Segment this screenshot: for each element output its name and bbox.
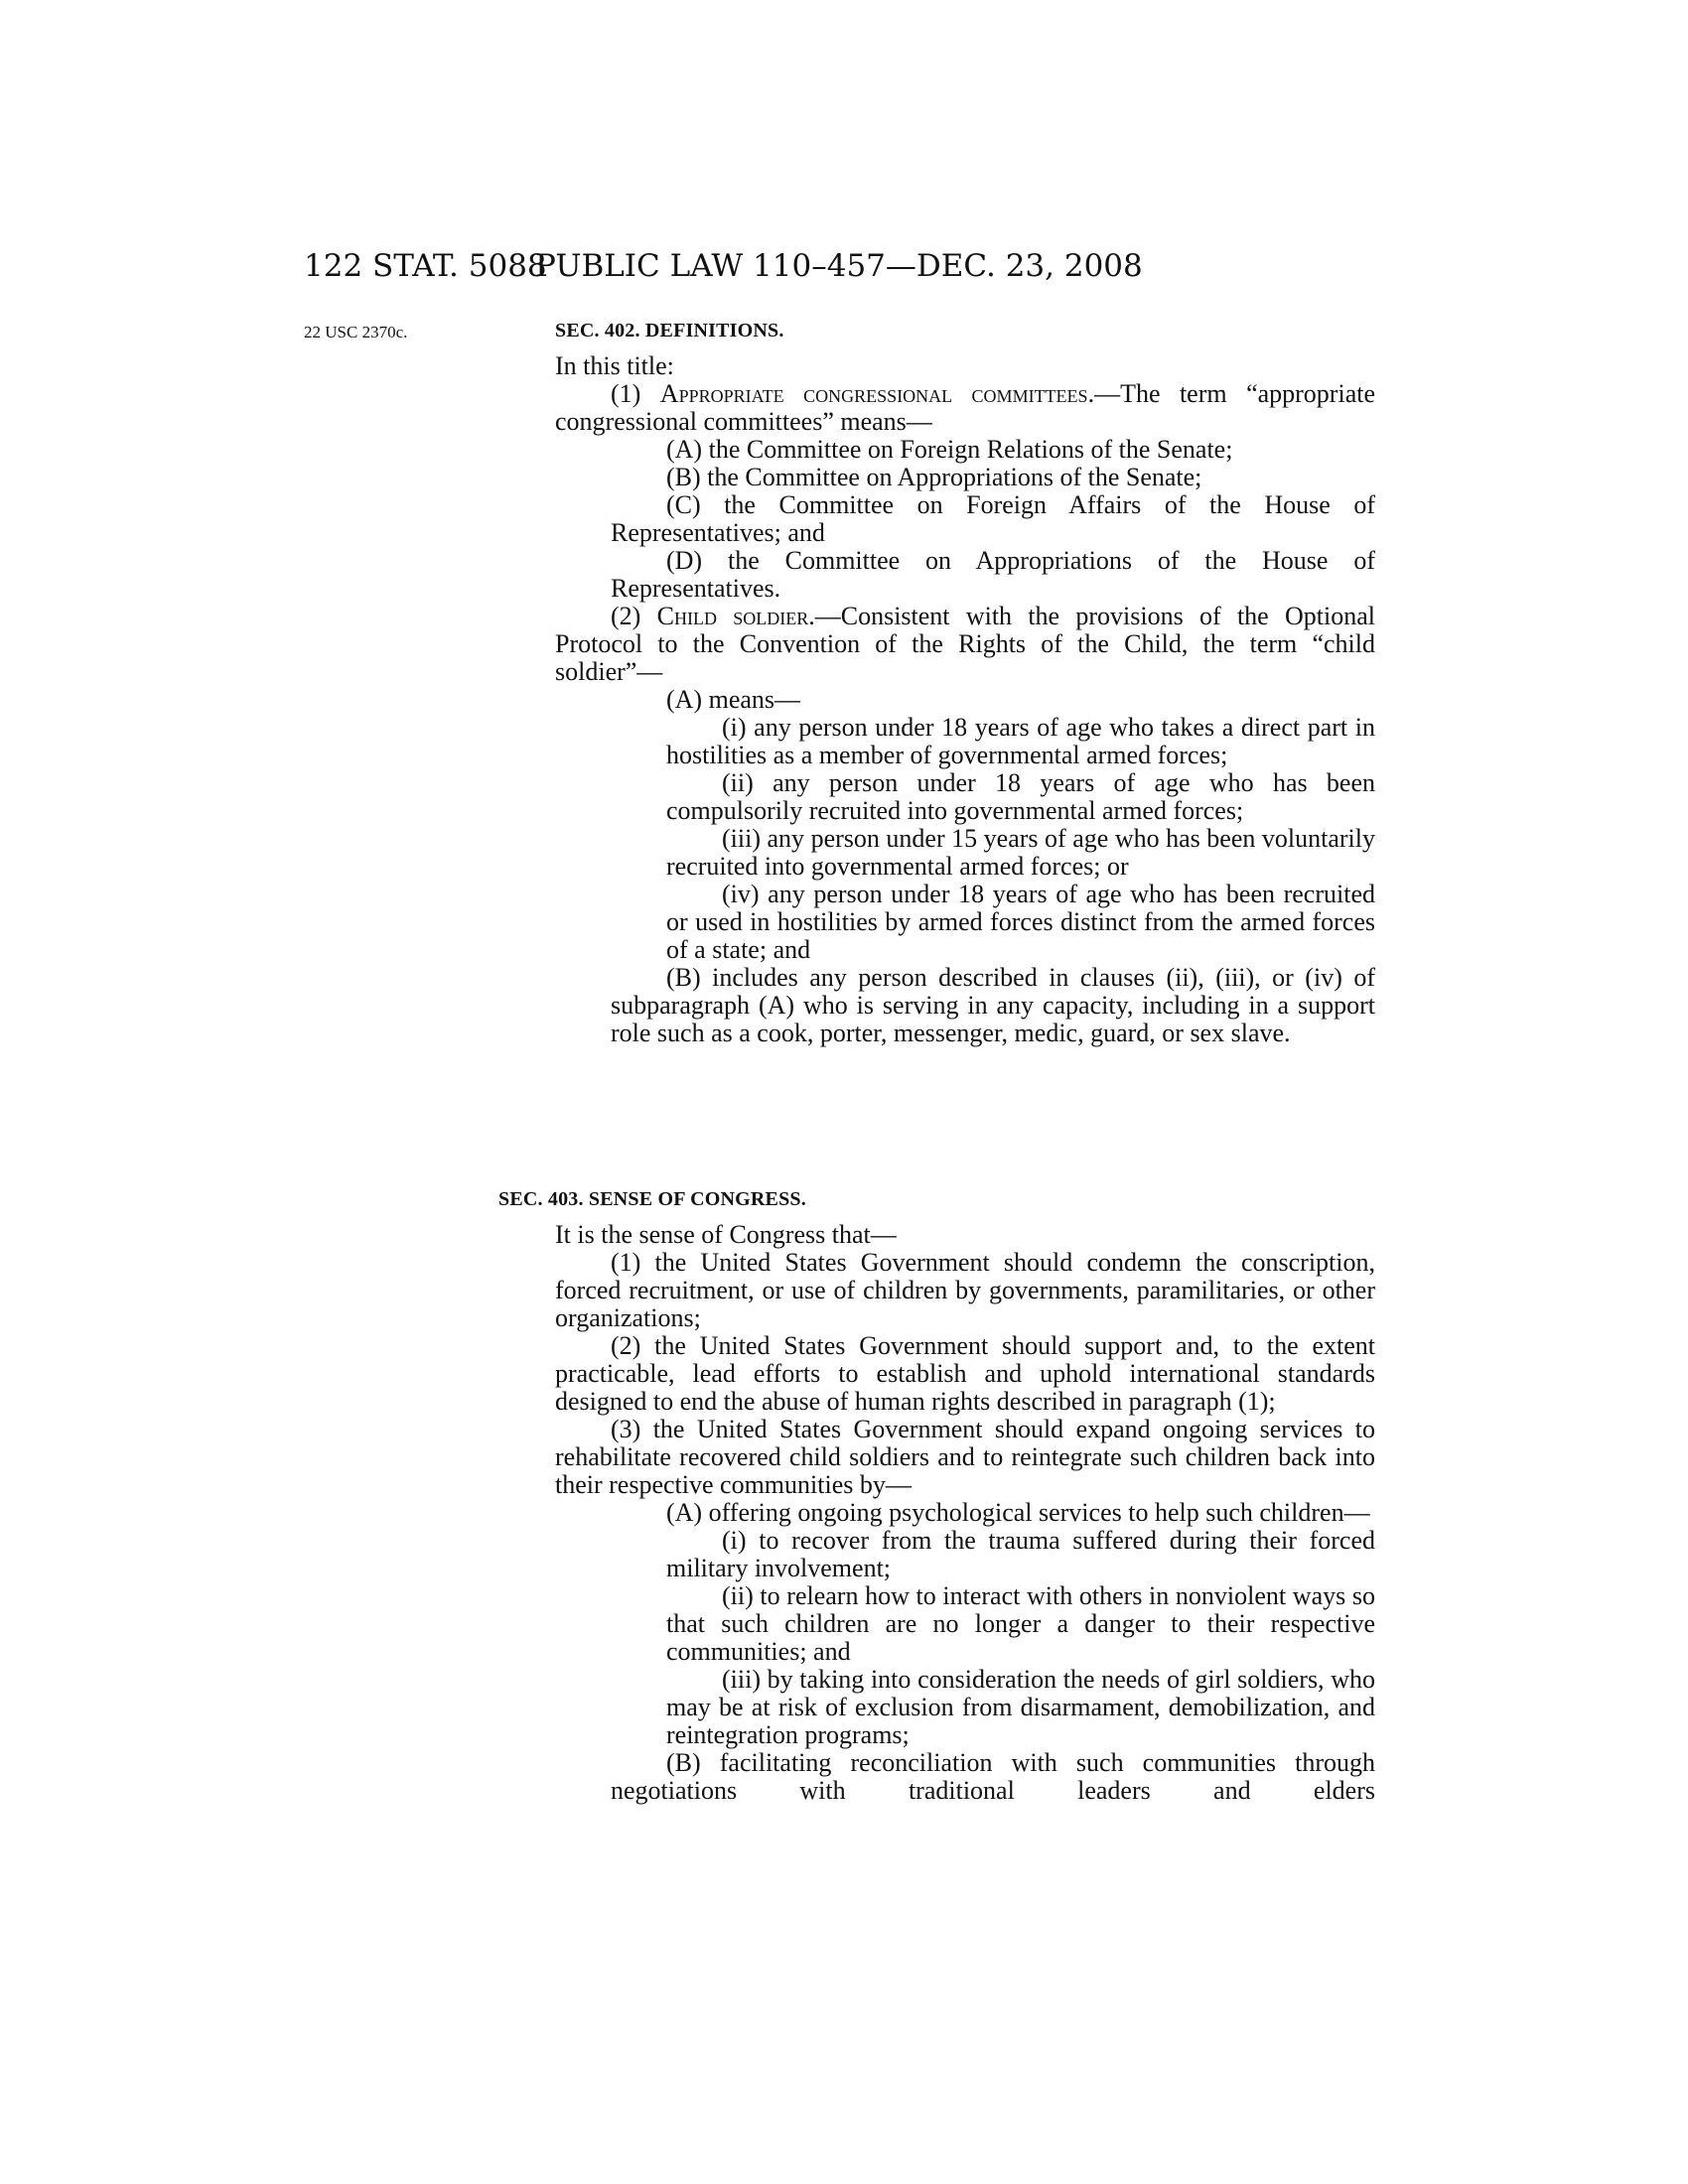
definition-1-text: .—The term “appropriate congressional committees” means—: [555, 379, 1375, 436]
section-402-heading: SEC. 402. DEFINITIONS.: [555, 320, 784, 341]
child-soldier-a: (A) means—: [666, 685, 801, 714]
child-soldier-b: (B) includes any person described in clauses (ii), (iii), or (iv) of subparagraph (A) who is serving in any capacity, including in a support role such as a cook, porter, messenger, medic, guard, or sex slave.: [611, 963, 1375, 1047]
definition-1-label: (1): [611, 379, 660, 408]
child-soldier-clause-iv: (iv) any person under 18 years of age who has been recruited or used in hostilities by armed forces distinct from the armed forces of a state; and: [666, 880, 1375, 964]
sense-paragraph-3-b: (B) facilitating reconciliation with such communities through negotiations with traditional leaders and elders: [611, 1748, 1375, 1805]
sense-paragraph-3: (3) the United States Government should expand ongoing services to rehabilitate recovered child soldiers and to reintegrate such children back into their respective communities by—: [555, 1415, 1375, 1499]
sense-clause-iii: (iii) by taking into consideration the needs of girl soldiers, who may be at risk of exclusion from disarmament, demobilization, and reintegration programs;: [666, 1665, 1375, 1749]
definition-2-text: .—Consistent with the provisions of the Optional Protocol to the Convention of the Rights of the Child, the term “child soldier”—: [555, 602, 1375, 686]
committee-item-c: (C) the Committee on Foreign Affairs of the House of Representatives; and: [611, 490, 1375, 547]
section-402-intro: In this title:: [555, 351, 674, 380]
committee-item-d: (D) the Committee on Appropriations of the House of Representatives.: [611, 546, 1375, 603]
sense-clause-i: (i) to recover from the trauma suffered during their forced military involvement;: [666, 1526, 1375, 1582]
sense-clause-ii: (ii) to relearn how to interact with others in nonviolent ways so that such children are no longer a danger to their respective communities; and: [666, 1581, 1375, 1666]
law-title-header: PUBLIC LAW 110–457—DEC. 23, 2008: [535, 248, 1143, 284]
sense-paragraph-2: (2) the United States Government should support and, to the extent practicable, lead efforts to establish and uphold international standards designed to end the abuse of human rights described in paragraph (1);: [555, 1331, 1375, 1416]
definition-2: [555, 603, 1375, 686]
definition-1: [555, 380, 1375, 436]
definition-2-label: (2): [611, 602, 657, 630]
child-soldier-clause-ii: (ii) any person under 18 years of age who has been compulsorily recruited into governmental armed forces;: [666, 768, 1375, 825]
section-402-body: [555, 352, 1375, 1047]
definition-2-term: Child soldier: [656, 602, 809, 630]
committee-item-b: (B) the Committee on Appropriations of the Senate;: [666, 463, 1202, 491]
section-403-intro: It is the sense of Congress that—: [555, 1220, 897, 1249]
child-soldier-clause-iii: (iii) any person under 15 years of age who has been voluntarily recruited into governmental armed forces; or: [666, 824, 1375, 881]
usc-margin-note: 22 USC 2370c.: [304, 323, 408, 341]
section-403-body: [555, 1221, 1375, 1805]
sense-paragraph-3-a: (A) offering ongoing psychological services to help such children—: [666, 1498, 1370, 1527]
child-soldier-clause-i: (i) any person under 18 years of age who takes a direct part in hostilities as a member of governmental armed forces;: [666, 713, 1375, 769]
definition-1-term: Appropriate congressional committees: [659, 379, 1088, 408]
committee-item-a: (A) the Committee on Foreign Relations of the Senate;: [666, 435, 1233, 464]
section-403-heading: SEC. 403. SENSE OF CONGRESS.: [498, 1188, 806, 1210]
stat-page-number: 122 STAT. 5088: [304, 248, 547, 284]
sense-paragraph-1: (1) the United States Government should condemn the conscription, forced recruitment, or use of children by governments, paramilitaries, or other organizations;: [555, 1248, 1375, 1332]
